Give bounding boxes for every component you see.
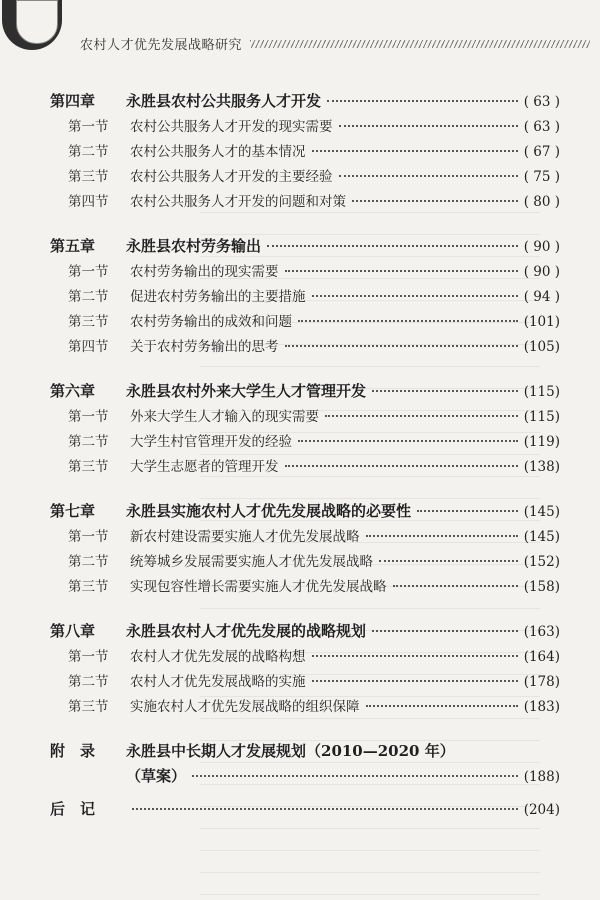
chapter-block (50, 235, 560, 360)
page-number: (119) (523, 434, 560, 450)
toc-appendix-continuation[interactable] (50, 765, 560, 790)
chapter-block (50, 620, 560, 720)
section-title: 促进农村劳务输出的主要措施 (130, 289, 306, 305)
section-number: 第三节 (68, 459, 109, 475)
page-number: (204) (523, 802, 560, 818)
section-number: 第一节 (68, 264, 109, 280)
chapter-number: 第七章 (50, 502, 96, 520)
section-number: 第三节 (68, 169, 109, 185)
section-number: 第一节 (68, 529, 109, 545)
section-title: 大学生村官管理开发的经验 (130, 434, 292, 450)
dot-leader (325, 415, 518, 417)
page-number: (105) (523, 339, 560, 355)
toc-section-entry[interactable] (50, 260, 560, 285)
dot-leader (132, 808, 518, 810)
dot-leader (298, 320, 518, 322)
section-title: 新农村建设需要实施人才优先发展战略 (130, 529, 360, 545)
section-number: 第二节 (68, 554, 109, 570)
page-header (0, 0, 600, 60)
chapter-block (50, 90, 560, 215)
dot-leader (312, 150, 518, 152)
section-number: 第一节 (68, 409, 109, 425)
page-number: (115) (523, 384, 560, 400)
section-number: 第三节 (68, 579, 109, 595)
toc-chapter-entry[interactable] (50, 90, 560, 115)
toc-section-entry[interactable] (50, 430, 560, 455)
dot-leader (285, 270, 518, 272)
dot-leader (285, 465, 518, 467)
section-number: 第二节 (68, 434, 109, 450)
appendix-label: 附 录 (50, 742, 96, 760)
header-emblem (2, 0, 62, 50)
section-number: 第三节 (68, 314, 109, 330)
section-number: 第三节 (68, 699, 109, 715)
toc-section-entry[interactable] (50, 335, 560, 360)
chapter-title: 永胜县农村人才优先发展的战略规划 (126, 622, 367, 640)
dot-leader (379, 560, 518, 562)
toc-section-entry[interactable] (50, 405, 560, 430)
page-number: ( 80 ) (523, 194, 560, 210)
dot-leader (327, 100, 518, 102)
afterword-label: 后 记 (50, 800, 96, 818)
toc-section-entry[interactable] (50, 645, 560, 670)
page-number: (178) (523, 674, 560, 690)
section-title: 外来大学生人才输入的现实需要 (130, 409, 319, 425)
page-number: ( 63 ) (523, 119, 560, 135)
toc-section-entry[interactable] (50, 575, 560, 600)
page-number: (138) (523, 459, 560, 475)
toc-chapter-entry[interactable] (50, 500, 560, 525)
page-number: (164) (523, 649, 560, 665)
toc-chapter-entry[interactable] (50, 380, 560, 405)
toc-section-entry[interactable] (50, 525, 560, 550)
section-number: 第四节 (68, 194, 109, 210)
section-title: 农村公共服务人才开发的主要经验 (130, 169, 333, 185)
section-title: 实施农村人才优先发展战略的组织保障 (130, 699, 360, 715)
page-number: (188) (523, 769, 560, 785)
chapter-block (50, 380, 560, 480)
toc-afterword-entry[interactable] (50, 798, 560, 823)
page-number: (115) (523, 409, 560, 425)
toc-chapter-entry[interactable] (50, 235, 560, 260)
dot-leader (312, 295, 518, 297)
toc-section-entry[interactable] (50, 310, 560, 335)
toc-section-entry[interactable] (50, 550, 560, 575)
dot-leader (267, 245, 518, 247)
page-number: (145) (523, 529, 560, 545)
page-number: ( 75 ) (523, 169, 560, 185)
toc-appendix-entry[interactable] (50, 740, 560, 765)
dot-leader (366, 705, 518, 707)
section-title: 农村人才优先发展的战略构想 (130, 649, 306, 665)
page-number: (101) (523, 314, 560, 330)
page-number: (183) (523, 699, 560, 715)
page-number: (163) (523, 624, 560, 640)
header-decorative-rule (250, 40, 590, 48)
section-number: 第二节 (68, 289, 109, 305)
dot-leader (372, 390, 518, 392)
toc-section-entry[interactable] (50, 115, 560, 140)
section-title: 农村劳务输出的成效和问题 (130, 314, 292, 330)
header-emblem-inner (16, 0, 58, 44)
chapter-title: 永胜县农村外来大学生人才管理开发 (126, 382, 367, 400)
page-number: ( 94 ) (523, 289, 560, 305)
page-number: (145) (523, 504, 560, 520)
section-title: 农村劳务输出的现实需要 (130, 264, 279, 280)
chapter-number: 第八章 (50, 622, 96, 640)
section-number: 第四节 (68, 339, 109, 355)
section-title: 农村人才优先发展战略的实施 (130, 674, 306, 690)
page-number: (152) (523, 554, 560, 570)
chapter-number: 第六章 (50, 382, 96, 400)
chapter-title: 永胜县农村劳务输出 (126, 237, 262, 255)
section-title: 关于农村劳务输出的思考 (130, 339, 279, 355)
section-title: 农村公共服务人才的基本情况 (130, 144, 306, 160)
dot-leader (312, 655, 518, 657)
page-number: (158) (523, 579, 560, 595)
section-title: 实现包容性增长需要实施人才优先发展战略 (130, 579, 387, 595)
toc-section-entry[interactable] (50, 190, 560, 215)
appendix-block (50, 740, 560, 790)
section-number: 第二节 (68, 674, 109, 690)
toc-chapter-entry[interactable] (50, 620, 560, 645)
chapter-number: 第四章 (50, 92, 96, 110)
toc-section-entry[interactable] (50, 140, 560, 165)
section-number: 第一节 (68, 649, 109, 665)
dot-leader (352, 200, 518, 202)
toc-section-entry[interactable] (50, 695, 560, 720)
chapter-number: 第五章 (50, 237, 96, 255)
appendix-subtitle: （草案） (126, 767, 187, 785)
chapter-title: 永胜县实施农村人才优先发展战略的必要性 (126, 502, 412, 520)
appendix-title: 永胜县中长期人才发展规划（2010—2020 年） (126, 742, 455, 760)
dot-leader (285, 345, 518, 347)
dot-leader (366, 535, 518, 537)
chapter-title: 永胜县农村公共服务人才开发 (126, 92, 322, 110)
page-number: ( 67 ) (523, 144, 560, 160)
section-number: 第二节 (68, 144, 109, 160)
table-of-contents (50, 90, 560, 823)
dot-leader (192, 775, 518, 777)
section-title: 统筹城乡发展需要实施人才优先发展战略 (130, 554, 373, 570)
toc-section-entry[interactable] (50, 165, 560, 190)
toc-section-entry[interactable] (50, 455, 560, 480)
page-number: ( 90 ) (523, 264, 560, 280)
dot-leader (417, 510, 518, 512)
page-number: ( 90 ) (523, 239, 560, 255)
section-title: 农村公共服务人才开发的现实需要 (130, 119, 333, 135)
section-number: 第一节 (68, 119, 109, 135)
dot-leader (339, 125, 518, 127)
toc-section-entry[interactable] (50, 670, 560, 695)
toc-section-entry[interactable] (50, 285, 560, 310)
running-head-title: 农村人才优先发展战略研究 (80, 38, 243, 53)
section-title: 大学生志愿者的管理开发 (130, 459, 279, 475)
dot-leader (393, 585, 518, 587)
dot-leader (372, 630, 518, 632)
chapter-block (50, 500, 560, 600)
dot-leader (339, 175, 518, 177)
dot-leader (298, 440, 518, 442)
page-number: ( 63 ) (523, 94, 560, 110)
section-title: 农村公共服务人才开发的问题和对策 (130, 194, 346, 210)
dot-leader (312, 680, 518, 682)
